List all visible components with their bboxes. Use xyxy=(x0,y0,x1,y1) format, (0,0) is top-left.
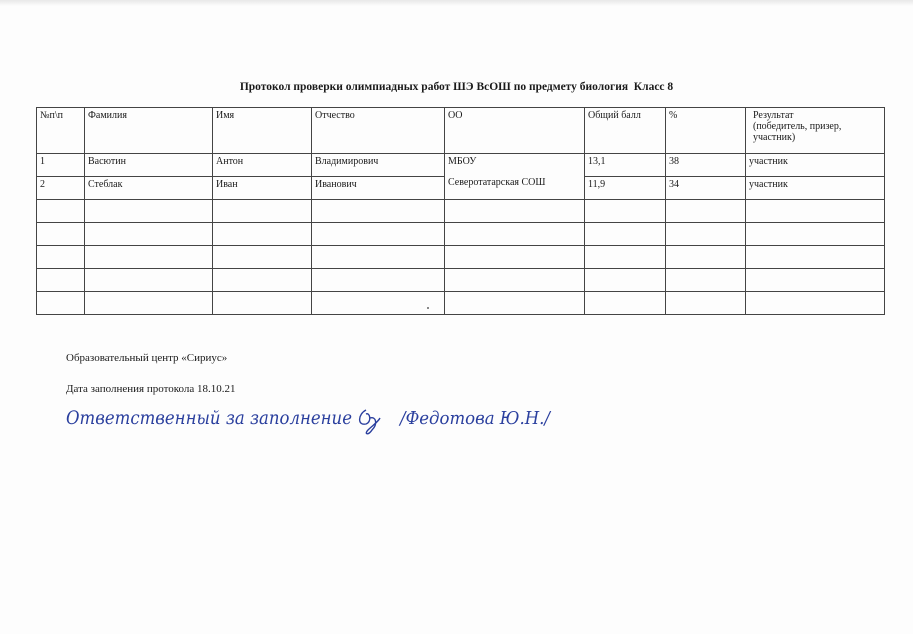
handwritten-signature-line xyxy=(66,400,586,450)
table-row xyxy=(37,154,885,177)
header-organization: ОО xyxy=(445,108,585,154)
empty-cell xyxy=(213,200,312,223)
scan-edge xyxy=(0,0,913,6)
empty-cell xyxy=(666,246,746,269)
empty-cell xyxy=(585,246,666,269)
cell-percent: 38 xyxy=(666,154,746,177)
cell-number: 1 xyxy=(37,154,85,177)
organization-line-2: Северотатарская СОШ xyxy=(448,177,546,188)
empty-cell xyxy=(445,223,585,246)
empty-cell xyxy=(85,223,213,246)
empty-cell xyxy=(37,200,85,223)
signature-mark xyxy=(360,410,380,434)
header-number: №п\п xyxy=(37,108,85,154)
empty-cell xyxy=(445,246,585,269)
empty-cell xyxy=(445,200,585,223)
cell-surname: Стеблак xyxy=(85,177,213,200)
empty-cell xyxy=(213,223,312,246)
empty-cell xyxy=(585,223,666,246)
empty-cell xyxy=(312,200,445,223)
header-result: Результат (победитель, призер, участник) xyxy=(746,108,885,154)
header-patronymic: Отчество xyxy=(312,108,445,154)
empty-cell xyxy=(445,292,585,315)
table-row xyxy=(37,200,885,223)
empty-cell xyxy=(85,246,213,269)
empty-cell xyxy=(666,269,746,292)
empty-cell xyxy=(37,246,85,269)
signature-name: /Федотова Ю.Н./ xyxy=(398,408,552,429)
empty-cell xyxy=(312,223,445,246)
empty-cell xyxy=(666,292,746,315)
empty-cell xyxy=(585,292,666,315)
empty-cell xyxy=(666,200,746,223)
header-percent: % xyxy=(666,108,746,154)
empty-cell xyxy=(37,292,85,315)
empty-cell xyxy=(85,292,213,315)
empty-cell xyxy=(37,269,85,292)
empty-cell xyxy=(746,223,885,246)
empty-cell xyxy=(445,269,585,292)
cell-total-score: 13,1 xyxy=(585,154,666,177)
empty-cell xyxy=(746,200,885,223)
cell-patronymic: Владимирович xyxy=(312,154,445,177)
empty-cell xyxy=(312,292,445,315)
empty-cell xyxy=(746,292,885,315)
empty-cell xyxy=(213,246,312,269)
table-row xyxy=(37,223,885,246)
empty-cell xyxy=(312,246,445,269)
cell-name: Иван xyxy=(213,177,312,200)
signature-svg xyxy=(66,400,586,450)
table-row xyxy=(37,246,885,269)
cell-result: участник xyxy=(746,154,885,177)
cell-organization xyxy=(445,154,585,200)
empty-cell xyxy=(585,269,666,292)
cell-result: участник xyxy=(746,177,885,200)
empty-cell xyxy=(746,246,885,269)
scan-speck xyxy=(427,307,429,309)
empty-cell xyxy=(312,269,445,292)
document-title: Протокол проверки олимпиадных работ ШЭ ВсОШ по предмету биология Класс 8 xyxy=(239,81,674,93)
table-header-row xyxy=(37,108,885,154)
empty-cell xyxy=(666,223,746,246)
empty-cell xyxy=(85,269,213,292)
cell-total-score: 11,9 xyxy=(585,177,666,200)
empty-cell xyxy=(213,269,312,292)
cell-patronymic: Иванович xyxy=(312,177,445,200)
cell-name: Антон xyxy=(213,154,312,177)
table-row xyxy=(37,292,885,315)
empty-cell xyxy=(37,223,85,246)
header-name: Имя xyxy=(213,108,312,154)
table-row xyxy=(37,269,885,292)
results-table xyxy=(36,107,885,315)
education-center: Образовательный центр «Сириус» xyxy=(66,352,228,364)
cell-surname: Васютин xyxy=(85,154,213,177)
empty-cell xyxy=(585,200,666,223)
header-total-score: Общий балл xyxy=(585,108,666,154)
header-surname: Фамилия xyxy=(85,108,213,154)
cell-percent: 34 xyxy=(666,177,746,200)
organization-line-1: МБОУ xyxy=(448,156,477,167)
signature-label: Ответственный за заполнение xyxy=(66,407,352,429)
empty-cell xyxy=(85,200,213,223)
empty-cell xyxy=(746,269,885,292)
empty-cell xyxy=(213,292,312,315)
cell-number: 2 xyxy=(37,177,85,200)
fill-date: Дата заполнения протокола 18.10.21 xyxy=(66,383,236,395)
